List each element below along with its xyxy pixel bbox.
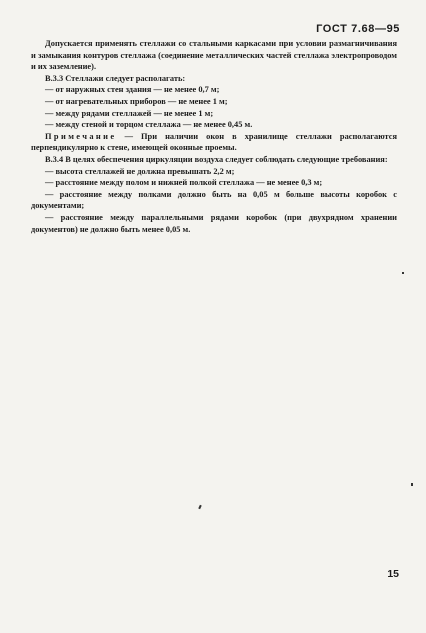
paragraph-steel-frames: Допускается применять стеллажи со стальными каркасами при условии размагничивания и замыкания контуров стеллажа (соединение металлических частей стеллажа электропроводом и их заземление). — [31, 39, 397, 72]
standard-code-header: ГОСТ 7.68—95 — [316, 23, 400, 35]
section-b34-intro: В.3.4 В целях обеспечения циркуляции воздуха следует соблюдать следующие требования: — [45, 154, 388, 164]
scan-speck — [402, 272, 404, 274]
note-paragraph — [31, 131, 397, 154]
b33-item-heaters: — от нагревательных приборов — не менее 1 м; — [45, 96, 228, 106]
section-b33-intro: В.3.3 Стеллажи следует располагать: — [45, 73, 186, 83]
b34-item-floor-shelf: — расстояние между полом и нижней полкой стеллажа — не менее 0,3 м; — [45, 178, 323, 188]
document-body — [31, 38, 397, 235]
note-label: Примечание — [45, 131, 117, 141]
b34-item-parallel-rows: — расстояние между параллельными рядами коробок (при двухрядном хранении документов) не должно быть менее 0,05 м. — [31, 212, 397, 234]
page-number: 15 — [387, 568, 399, 580]
b33-item-wall-end: — между стеной и торцом стеллажа — не менее 0,45 м. — [45, 120, 253, 130]
b33-item-outer-walls: — от наружных стен здания — не менее 0,7 м; — [45, 85, 220, 95]
b34-item-height: — высота стеллажей не должна превышать 2,2 м; — [45, 166, 235, 176]
b33-item-between-rows: — между рядами стеллажей — не менее 1 м; — [45, 108, 214, 118]
b34-item-shelf-spacing: — расстояние между полками должно быть на 0,05 м больше высоты коробок с документами; — [31, 189, 397, 211]
note-text: — При наличии окон в хранилище стеллажи располагаются перпендикулярно к стене, имеющей оконные проемы. — [31, 131, 398, 153]
scan-speck — [411, 483, 413, 486]
scan-speck — [198, 505, 202, 509]
